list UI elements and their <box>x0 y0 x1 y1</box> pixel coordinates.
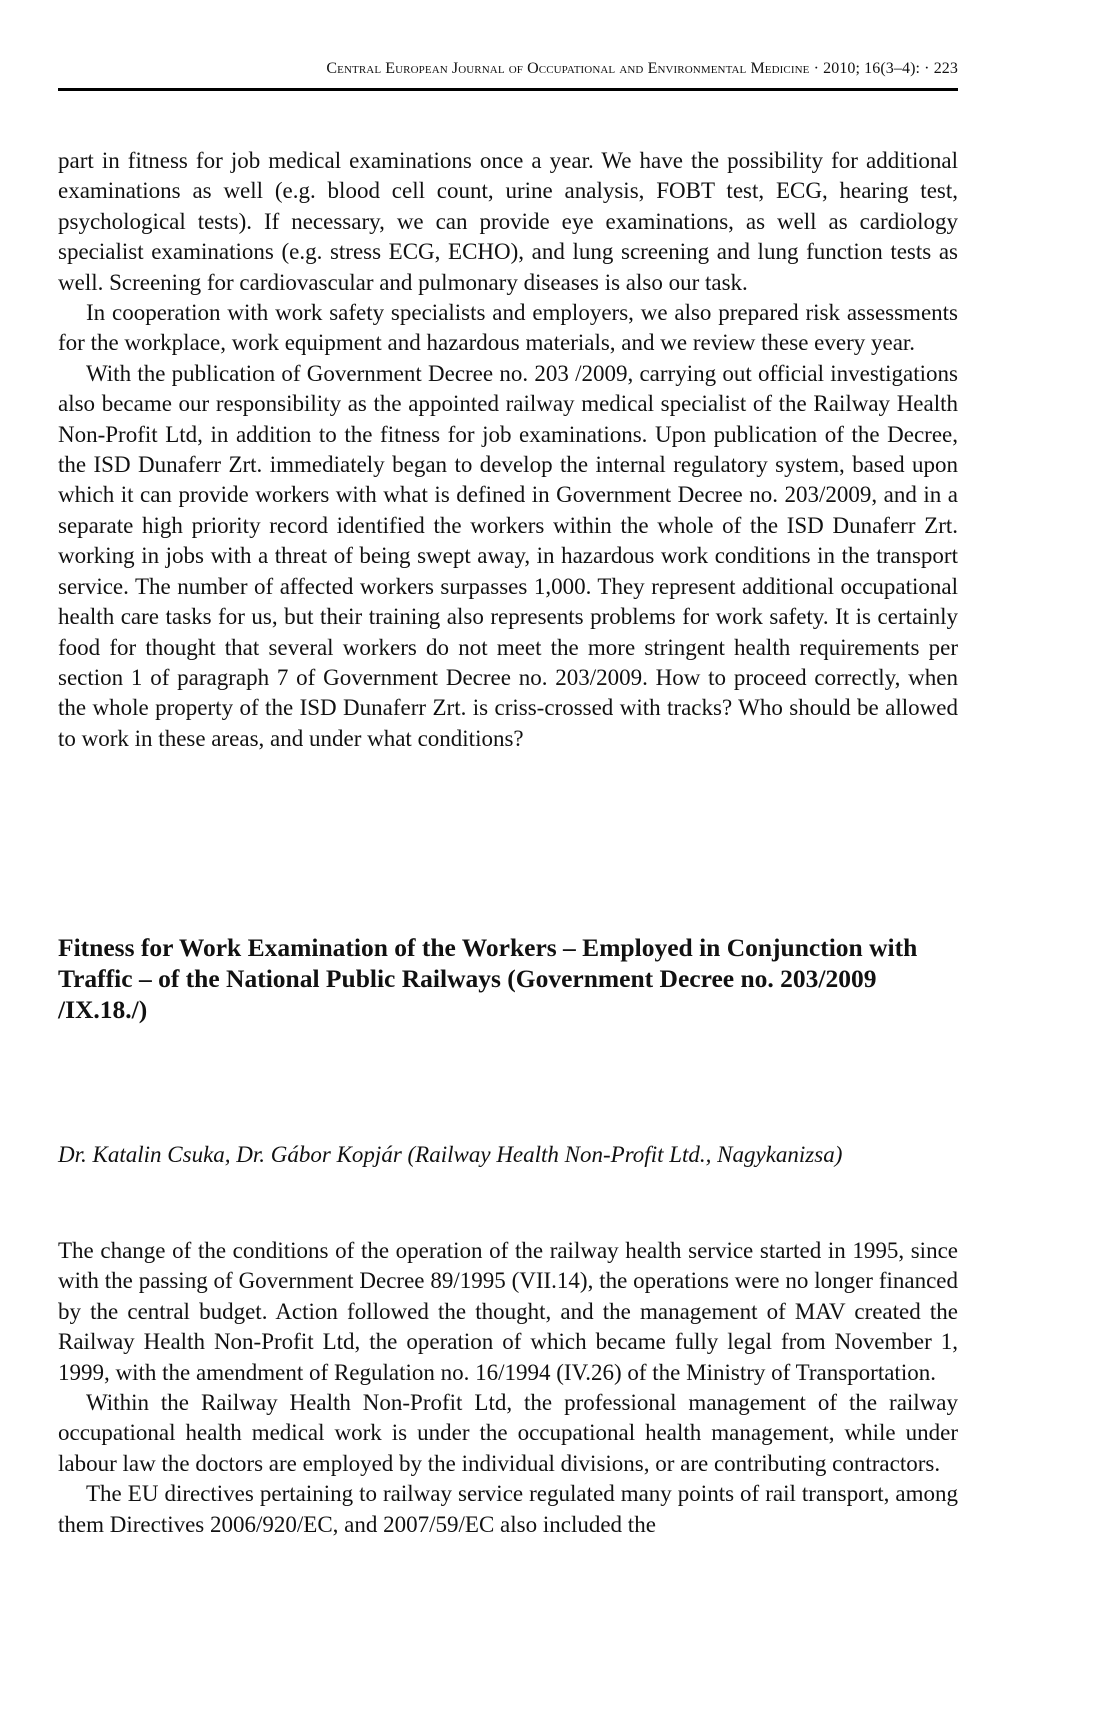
section-article-body <box>58 1236 958 1540</box>
article-title: Fitness for Work Examination of the Workers – Employed in Conjunction with Traffic – of the National Public Railways (Government Decree no. 203/2009 /IX.18./) <box>58 933 918 1024</box>
article-authors: Dr. Katalin Csuka, Dr. Gábor Kopjár (Railway Health Non-Profit Ltd., Nagykanizsa) <box>58 1142 843 1167</box>
paragraph: With the publication of Government Decree no. 203 /2009, carrying out official investigations also became our responsibility as the appointed railway medical specialist of the Railway Health Non-Profit Ltd, in addition to the fitness for job examinations. Upon publication of the Decree, the ISD Dunaferr Zrt. immediately began to develop the internal regulatory system, based upon which it can provide workers with what is defined in Government Decree no. 203/2009, and in a separate high priority record identified the workers within the whole of the ISD Dunaferr Zrt. working in jobs with a threat of being swept away, in hazardous work conditions in the transport service. The number of affected workers surpasses 1,000. They represent additional occupational health care tasks for us, but their training also represents problems for work safety. It is certainly food for thought that several workers do not meet the more stringent health requirements per section 1 of paragraph 7 of Government Decree no. 203/2009. How to proceed correctly, when the whole property of the ISD Dunaferr Zrt. is criss-crossed with tracks? Who should be allowed to work in these areas, and under what conditions? <box>58 360 958 751</box>
paragraph: The change of the conditions of the operation of the railway health service started in 1995, since with the passing of Government Decree 89/1995 (VII.14), the operations were no longer financed by the central budget. Action followed the thought, and the management of MAV created the Railway Health Non-Profit Ltd, the operation of which became fully legal from November 1, 1999, with the amendment of Regulation no. 16/1994 (IV.26) of the Ministry of Transportation. <box>58 1238 958 1385</box>
journal-name: Central European Journal of Occupational and Environmental Medicine <box>326 60 810 77</box>
header-rule <box>58 88 958 91</box>
citation: · 2010; 16(3–4): · 223 <box>813 60 958 77</box>
paragraph: part in fitness for job medical examinations once a year. We have the possibility for additional examinations as well (e.g. blood cell count, urine analysis, FOBT test, ECG, hearing test, psychological tests). If necessary, we can provide eye examinations, as well as cardiology specialist examinations (e.g. stress ECG, ECHO), and lung screening and lung function tests as well. Screening for cardiovascular and pulmonary diseases is also our task. <box>58 148 958 295</box>
paragraph: The EU directives pertaining to railway service regulated many points of rail transport, among them Directives 2006/920/EC, and 2007/59/EC also included the <box>58 1481 958 1537</box>
paragraph: Within the Railway Health Non-Profit Ltd, the professional management of the railway occupational health medical work is under the occupational health management, while under labour law the doctors are employed by the individual divisions, or are contributing contractors. <box>58 1390 958 1476</box>
paragraph: In cooperation with work safety specialists and employers, we also prepared risk assessments for the workplace, work equipment and hazardous materials, and we review these every year. <box>58 300 958 356</box>
section-previous-article <box>58 146 958 754</box>
running-header <box>58 60 958 78</box>
